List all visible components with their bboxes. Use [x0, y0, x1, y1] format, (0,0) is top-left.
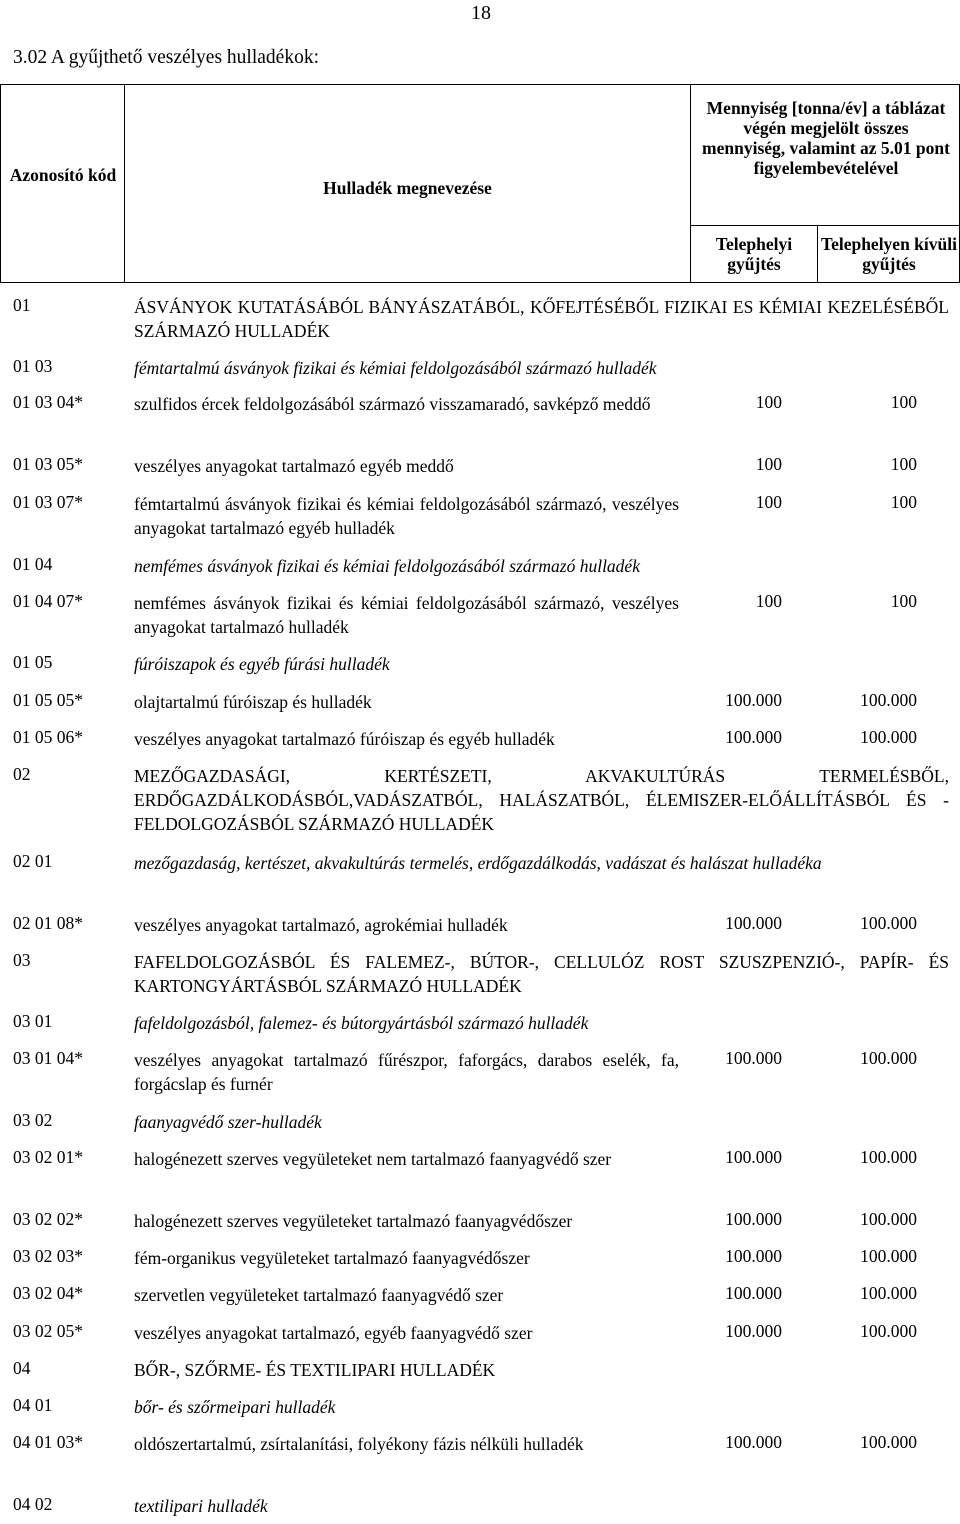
row-offsite: 100.000	[860, 1283, 917, 1303]
row-code: 01 03	[13, 356, 53, 376]
row-offsite: 100.000	[860, 913, 917, 933]
row-code: 01 03 07*	[13, 492, 83, 512]
row-offsite: 100.000	[860, 1147, 917, 1167]
row-code: 03 02 02*	[13, 1209, 83, 1229]
row-onsite: 100	[755, 454, 782, 474]
row-name: faanyagvédő szer-hulladék	[134, 1112, 322, 1132]
header-mid-border	[690, 225, 960, 226]
row-code: 03 02 04*	[13, 1283, 83, 1303]
row-code: 03 01	[13, 1011, 53, 1031]
row-code: 01 03 05*	[13, 454, 83, 474]
row-offsite: 100.000	[860, 1209, 917, 1229]
row-onsite: 100.000	[725, 1048, 782, 1068]
row-code: 01 05 06*	[13, 727, 83, 747]
row-code: 01 03 04*	[13, 392, 83, 412]
row-code: 03 02 05*	[13, 1321, 83, 1341]
header-border-left	[0, 84, 1, 283]
header-onsite: Telephelyi gyűjtés	[715, 234, 793, 274]
row-name: mezőgazdaság, kertészet, akvakultúrás termelés, erdőgazdálkodás, vadászat és halászat hulladéka	[134, 853, 822, 873]
row-onsite: 100.000	[725, 727, 782, 747]
row-offsite: 100.000	[860, 727, 917, 747]
row-onsite: 100.000	[725, 1147, 782, 1167]
row-code: 02 01 08*	[13, 913, 83, 933]
row-name: fafeldolgozásból, falemez- és bútorgyártásból származó hulladék	[134, 1013, 589, 1033]
row-code: 01 04	[13, 554, 53, 574]
row-code: 04 01	[13, 1395, 53, 1415]
row-code: 02	[13, 764, 31, 784]
row-code: 01 05	[13, 652, 53, 672]
row-code: 04 01 03*	[13, 1432, 83, 1452]
row-onsite: 100.000	[725, 913, 782, 933]
header-top-border	[0, 84, 960, 85]
row-code: 03 02 03*	[13, 1246, 83, 1266]
row-code: 01 04 07*	[13, 591, 83, 611]
row-onsite: 100.000	[725, 1283, 782, 1303]
row-name: olajtartalmú fúróiszap és hulladék	[134, 692, 372, 712]
row-onsite: 100.000	[725, 1321, 782, 1341]
row-code: 03 02	[13, 1110, 53, 1130]
header-offsite: Telephelyen kívüli gyűjtés	[821, 234, 957, 274]
header-name: Hulladék megnevezése	[323, 178, 492, 198]
row-offsite: 100	[890, 591, 917, 611]
row-name: veszélyes anyagokat tartalmazó, agrokémiai hulladék	[134, 915, 508, 935]
row-name: MEZŐGAZDASÁGI, KERTÉSZETI, AKVAKULTÚRÁS TERMELÉSBŐL, ERDŐGAZDÁLKODÁSBÓL,VADÁSZATBÓL, HALÁSZATBÓL, ÉLEMISZER-ELŐÁLLÍTÁSBÓL ÉS -FELDOLGOZÁSBÓL SZÁRMAZÓ HULLADÉK	[134, 766, 949, 834]
row-code: 04	[13, 1358, 31, 1378]
row-offsite: 100	[890, 492, 917, 512]
row-name: textilipari hulladék	[134, 1496, 268, 1516]
row-name: szervetlen vegyületeket tartalmazó faanyagvédő szer	[134, 1285, 504, 1305]
row-code: 04 02	[13, 1494, 53, 1514]
row-offsite: 100.000	[860, 1432, 917, 1452]
header-border-col2	[690, 84, 691, 283]
header-quantity: Mennyiség [tonna/év] a táblázat végén megjelölt összes mennyiség, valamint az 5.01 pont figyelembevételével	[702, 98, 950, 178]
row-name: fémtartalmú ásványok fizikai és kémiai feldolgozásából származó, veszélyes anyagokat tartalmazó egyéb hulladék	[134, 494, 679, 538]
row-offsite: 100.000	[860, 1246, 917, 1266]
page-number: 18	[471, 2, 491, 24]
row-name: veszélyes anyagokat tartalmazó fúróiszap és egyéb hulladék	[134, 729, 555, 749]
row-name: fémtartalmú ásványok fizikai és kémiai feldolgozásából származó hulladék	[134, 358, 657, 378]
row-offsite: 100.000	[860, 1321, 917, 1341]
header-border-col1	[124, 84, 125, 283]
header-border-col3	[817, 225, 818, 283]
row-onsite: 100.000	[725, 1209, 782, 1229]
row-name: halogénezett szerves vegyületeket nem tartalmazó faanyagvédő szer	[134, 1149, 612, 1169]
row-name: fúróiszapok és egyéb fúrási hulladék	[134, 654, 390, 674]
row-name: oldószertartalmú, zsírtalanítási, folyékony fázis nélküli hulladék	[134, 1434, 584, 1454]
row-name: BŐR-, SZŐRME- ÉS TEXTILIPARI HULLADÉK	[134, 1360, 496, 1380]
row-onsite: 100	[755, 591, 782, 611]
row-code: 03 02 01*	[13, 1147, 83, 1167]
row-code: 02 01	[13, 851, 53, 871]
row-onsite: 100.000	[725, 1246, 782, 1266]
row-name: nemfémes ásványok fizikai és kémiai feldolgozásából származó, veszélyes anyagokat tartalmazó hulladék	[134, 593, 679, 637]
row-onsite: 100.000	[725, 690, 782, 710]
row-code: 01 05 05*	[13, 690, 83, 710]
section-title: 3.02 A gyűjthető veszélyes hulladékok:	[13, 47, 319, 68]
row-offsite: 100.000	[860, 690, 917, 710]
row-name: szulfidos ércek feldolgozásából származó visszamaradó, savképző meddő	[134, 394, 651, 414]
row-name: ÁSVÁNYOK KUTATÁSÁBÓL BÁNYÁSZATÁBÓL, KŐFEJTÉSÉBŐL FIZIKAI ES KÉMIAI KEZELÉSÉBŐL SZÁRMAZÓ HULLADÉK	[134, 297, 949, 341]
row-onsite: 100	[755, 492, 782, 512]
row-onsite: 100.000	[725, 1432, 782, 1452]
row-offsite: 100.000	[860, 1048, 917, 1068]
row-name: bőr- és szőrmeipari hulladék	[134, 1397, 336, 1417]
row-name: nemfémes ásványok fizikai és kémiai feldolgozásából származó hulladék	[134, 556, 640, 576]
row-name: veszélyes anyagokat tartalmazó fűrészpor, faforgács, darabos eselék, fa, forgácslap és furnér	[134, 1050, 679, 1094]
row-name: veszélyes anyagokat tartalmazó egyéb meddő	[134, 456, 454, 476]
row-code: 03 01 04*	[13, 1048, 83, 1068]
row-name: fém-organikus vegyületeket tartalmazó faanyagvédőszer	[134, 1248, 530, 1268]
row-name: FAFELDOLGOZÁSBÓL ÉS FALEMEZ-, BÚTOR-, CELLULÓZ ROST SZUSZPENZIÓ-, PAPÍR- ÉS KARTONGYÁRTÁSBÓL SZÁRMAZÓ HULLADÉK	[134, 952, 949, 996]
header-code: Azonosító kód	[9, 165, 117, 185]
row-offsite: 100	[890, 392, 917, 412]
table-body	[0, 283, 960, 1524]
row-offsite: 100	[890, 454, 917, 474]
row-name: halogénezett szerves vegyületeket tartalmazó faanyagvédőszer	[134, 1211, 573, 1231]
row-code: 01	[13, 295, 31, 315]
row-onsite: 100	[755, 392, 782, 412]
row-name: veszélyes anyagokat tartalmazó, egyéb faanyagvédő szer	[134, 1323, 533, 1343]
row-code: 03	[13, 950, 31, 970]
